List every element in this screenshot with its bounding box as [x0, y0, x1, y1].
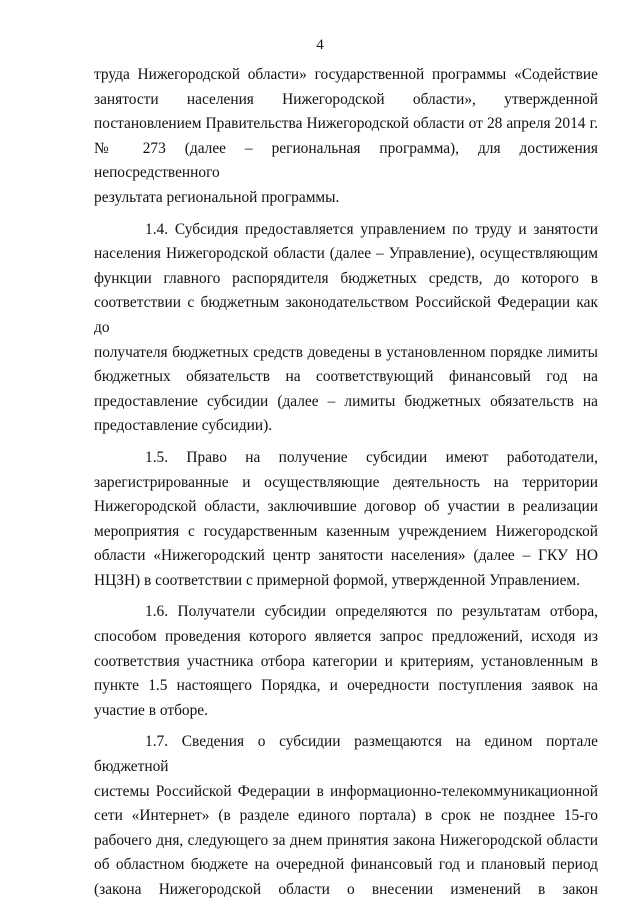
text-line: труда Нижегородской области» государственной программы «Содействие	[94, 66, 598, 83]
paragraph-1-6	[94, 600, 598, 723]
page-number: 4	[316, 37, 324, 53]
text-line: мероприятия с государственным казенным учреждением Нижегородской	[94, 522, 598, 540]
text-line: Нижегородской области, заключившие договор об участии в реализации	[94, 498, 598, 516]
text-line: системы Российской Федерации в информационно-телекоммуникационной	[94, 782, 598, 800]
text-line: бюджетных обязательств на соответствующий финансовый год на	[94, 368, 598, 386]
text-line: зарегистрированные и осуществляющие деятельность на территории	[94, 473, 598, 491]
text-line: 1.7. Сведения о субсидии размещаются на едином портале бюджетной	[94, 733, 598, 776]
text-line: об областном бюджете на очередной финансовый год и плановый период	[94, 856, 598, 874]
text-line: сети «Интернет» (в разделе единого портала) в срок не позднее 15-го	[94, 807, 598, 825]
text-line: 1.5. Право на получение субсидии имеют работодатели,	[145, 448, 598, 466]
text-line: получателя бюджетных средств доведены в установленном порядке лимиты	[94, 343, 598, 361]
paragraph-1-5	[94, 446, 598, 594]
text-line: 1.4. Субсидия предоставляется управлением по труду и занятости	[145, 220, 598, 238]
text-line: соответствии с бюджетным законодательством Российской Федерации как до	[94, 294, 598, 336]
text-line: пункте 1.5 настоящего Порядка, и очередности поступления заявок на	[94, 677, 598, 695]
text-line: участие в отборе.	[94, 701, 208, 719]
text-line: НЦЗН) в соответствии с примерной формой, утвержденной Управлением.	[94, 571, 581, 589]
text-line: занятости населения Нижегородской области», утвержденной	[94, 90, 598, 108]
text-line: результата региональной программы.	[94, 188, 340, 206]
text-line: населения Нижегородской области (далее – Управление), осуществляющим	[94, 245, 598, 263]
paragraph-1-4	[94, 218, 598, 439]
text-line: рабочего дня, следующего за днем принятия закона Нижегородской области	[94, 831, 598, 849]
paragraph-continuation	[94, 63, 598, 211]
text-line: способом проведения которого является запрос предложений, исходя из	[94, 628, 598, 646]
text-line: предоставление субсидии (далее – лимиты бюджетных обязательств на	[94, 392, 598, 410]
document-body	[94, 63, 598, 903]
text-line: соответствия участника отбора категории и критериям, установленным в	[94, 652, 598, 670]
text-line: 1.6. Получатели субсидии определяются по результатам отбора,	[145, 603, 598, 621]
text-line: постановлением Правительства Нижегородской области от 28 апреля 2014 г.	[94, 115, 598, 133]
text-line: № 273 (далее – региональная программа), для достижения непосредственного	[94, 139, 598, 182]
text-line: функции главного распорядителя бюджетных средств, до которого в	[94, 269, 598, 287]
text-line: предоставление субсидии).	[94, 417, 273, 435]
paragraph-1-7	[94, 730, 598, 902]
text-line: области «Нижегородский центр занятости населения» (далее – ГКУ НО	[94, 547, 598, 565]
text-line: (закона Нижегородской области о внесении изменений в закон	[94, 881, 598, 898]
